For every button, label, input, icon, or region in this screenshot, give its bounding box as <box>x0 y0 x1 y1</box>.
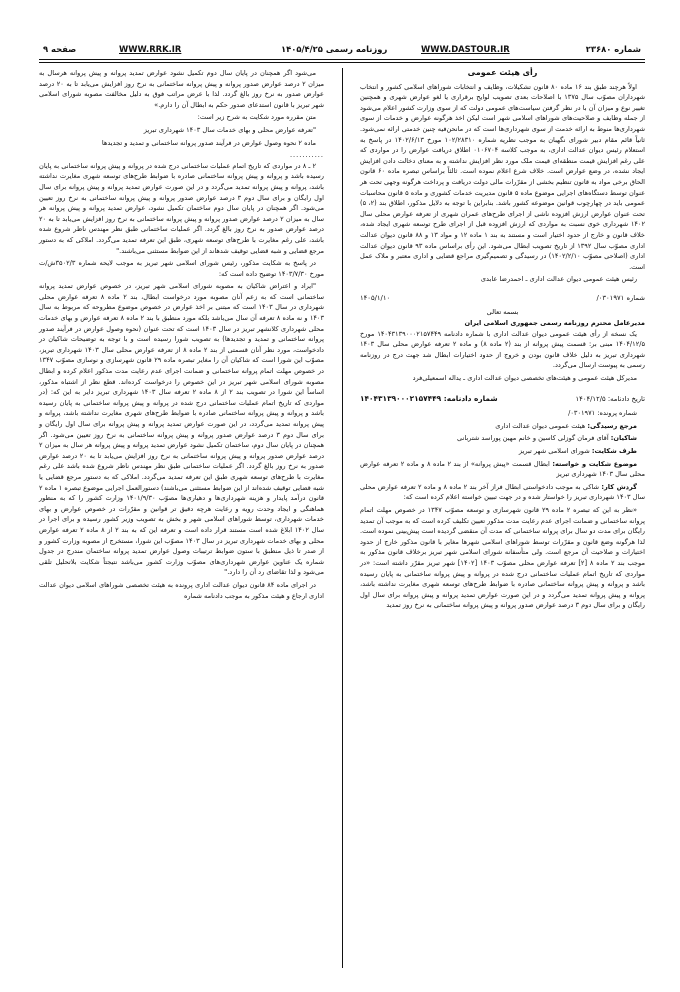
response-intro: در پاسخ به شکایت مذکور، رئیس شورای اسلامی شهر تبریز به موجب لایحه شماره ۳۵۰۲/۳ش/ت مورخ ۱۴۰۳/۷/۳۰ توضیح داده است که: <box>39 259 324 278</box>
continued-paragraph: می‌شود اگر همچنان در پایان سال دوم تکمیل نشود عوارض تمدید پروانه و پیش پروانه هرسال به میزان ۲ درصد عوارض صدور پروانه و پیش پروانه ساختمانی به نرخ روز افزایش می‌یابد تا به ۲۰ درصد عوارض صدور به نرخ روز بالغ گردد. لذا با عرض مراتب فوق به دلیل مخالفت مصوبه شورای اسلامی شهر تبریز با قانون استدعای صدور حکم به ابطال آن را دارم.» <box>39 69 325 109</box>
plaintiff: آقای فرمان گوزلی کاسین و خانم مهین پوراسد شتربانی <box>457 434 609 443</box>
newspaper-page <box>39 38 645 968</box>
letter-number: شماره ۰۳۰۱۹۷۱/ <box>596 293 645 302</box>
ruling-number-block <box>360 394 498 405</box>
ellipsis: ........... <box>289 151 324 160</box>
ruling-date: تاریخ دادنامه: ۱۴۰۴/۱۲/۵ <box>575 394 645 403</box>
authority-line <box>360 421 645 432</box>
authority: هیئت عمومی دیوان عدالت اداری <box>495 421 586 430</box>
salutation: بسمه تعالی <box>486 308 519 317</box>
paper-date: روزنامه رسمی ۱۴۰۵/۴/۲۵ <box>281 44 388 54</box>
plaintiff-label: شاکیان: <box>610 434 637 443</box>
letter-number-line <box>360 293 645 304</box>
case-number: شماره پرونده: ۰۳۰۱۹۷۱/ <box>568 409 637 418</box>
subject-line <box>360 459 645 480</box>
report-line <box>360 482 645 503</box>
subject-label: موضوع شکایت و خواسته: <box>552 459 638 468</box>
columns <box>39 68 645 968</box>
quote-paragraph: «نظر به این که تبصره ۲ ماده ۲۹ قانون شهرسازی و توسعه مصوّب ۱۳۴۷ در خصوص مهلت اتمام پروانه ساختمانی و ضمانت اجرای عدم رعایت مدت مذکور تعیین تکلیف کرده است که به موجب آن تمدید رایگان برای مدت دو سال برای پروانه ساختمانی که مدت آن منقضی گردیده است پیش‌بینی نموده است. لذا هرگونه وضع قانون و مقرّرات توسط شوراهای اسلامی شهرها مغایر با قانون مذکور خارج از حدود اختیارات و صلاحیت آن مرجع است. ولی متأسفانه شورای اسلامی شهر تبریز برخلاف قانون مذکور به موجب بند ۲ ماده ۸ [۲] تعرفه عوارض محلی مصوّب ۱۴۰۳ [۱۴۰۲] شهر تبریز مقرّر داشته است: «در مواردی که تاریخ اتمام عملیات ساختمانی درج شده در پروانه و پیش پروانه ساختمانی به پایان رسیده باشد و پروانه و پیش پروانه ساختمانی صادره با ضوابط طرح‌های توسعه شهری مغایرت نداشته باشد، پروانه و پیش پروانه تمدید می‌گردد و در این صورت عوارض تمدید پروانه و پیش پروانه برای سال اول رایگان و برای سال دوم ۳ درصد عوارض صدور پروانه و پیش پروانه ساختمانی به نرخ روز تمدید <box>360 505 645 610</box>
page-header <box>39 38 645 62</box>
rrk-link[interactable]: WWW.RRK.IR <box>119 44 182 54</box>
defendant: شورای اسلامی شهر تبریز <box>518 447 590 455</box>
section-title: رأی هیئت عمومی <box>467 68 538 77</box>
column-divider <box>342 68 343 968</box>
text-article: ماده ۲ نحوه وصول عوارض در فرآیند صدور پروانه ساختمانی و تمدید و تجدیدها <box>101 138 316 147</box>
ruling-paragraph: اولاً هرچند طبق بند ۱۶ ماده ۸۰ قانون تشکیلات، وظایف و انتخابات شوراهای اسلامی کشور و انتخاب شهرداران مصوّب سال ۱۳۷۵ با اصلاحات بعدی تصویب لوایح برقراری یا لغو عوارض شهری و همچنین تغییر نوع و میزان آن با در نظر گرفتن سیاست‌های عمومی دولت که از سوی وزارت کشور اعلام می‌شود از جمله وظایف و صلاحیت‌های شوراهای اسلامی شهر است لیکن اخذ هرگونه عوارض و خدمات از سوی شهرداری‌ها منوط به ارائه خدمت از سوی شهرداری‌ها است که در مانحن‌فیه چنین خدمتی ارائه نمی‌شود. ثانیاً قائم مقام دبیر شورای نگهبان به موجب نظریه شماره ۱۰۲/۲۸۳۱۰ مورخ ۱۴۰۲/۶/۱۳ در پاسخ به استعلام رئیس دیوان عدالت اداری، به موجب کلاسه ۰۱۰۶۷۰۴ اطلاق دریافت عوارض را در مواردی که علی رغم افزایش قیمت منطقه‌ای قیمت ملک مورد نظر افزایش نداشته و به معنای دخالت دادن افزایش ایجاد نشده، در وضع عوارض است. خلاف شرع اعلام نموده است. ثالثاً براساس تبصره ماده ۶۰ قانون الحاق برخی مواد به قانون تنظیم بخشی از مقرّرات مالی دولت دریافت و پرداخت هرگونه وجهی تحت هر عنوان توسط دستگاه‌های اجرایی موضوع ماده ۵ قانون مدیریت خدمات کشوری و ماده ۵ قانون محاسبات عمومی باید در چهارچوب قوانین موضوعه کشور باشد. بنابراین با توجه به دلایل مذکور، اطلاق بند (۲، ۵) تحت عنوان عوارض ارزش افزوده ناشی از اجرای طرح‌های عمران شهری از تعرفه عوارض محلی سال ۱۴۰۲ شهرداری خوی نسبت به مواردی که ارزش افزوده قبل از اجرای طرح توسعه شهری ایجاد شده، خلاف قانون و خارج از حدود اختیار است و مستند به بند ۱ ماده ۱۲ و مواد ۱۳ و ۸۸ قانون دیوان عدالت اداری مصوّب سال ۱۳۹۲ از تاریخ تصویب ابطال می‌شود. این رأی براساس ماده ۹۳ قانون دیوان عدالت اداری (اصلاحی مصوّب ۱۴۰۲/۲/۱۰) در رسیدگی و تصمیم‌گیری مراجع قضایی و اداری معتبر و ملاک عمل است. <box>360 82 646 271</box>
text-intro: متن مقرره مورد شکایت به شرح زیر است: <box>197 113 316 122</box>
report: شاکی به موجب دادخواستی ابطال فراز آخر بند ۲ ماده ۸ و ماده ۲ تعرفه عوارض محلی سال ۱۴۰۳ شهرداری تبریز را خواستار شده و در جهت تبیین خواسته اعلام کرده است که: <box>360 482 645 502</box>
dastour-link[interactable]: WWW.DASTOUR.IR <box>421 44 510 54</box>
ruling-number-line <box>360 394 645 405</box>
defendant-line <box>360 446 645 457</box>
authority-label: مرجع رسیدگی: <box>587 421 637 430</box>
plaintiff-line <box>360 433 645 444</box>
referral-text: در اجرای ماده ۸۴ قانون دیوان عدالت اداری پرونده به هیئت تخصصی شوراهای اسلامی دیوان عدالت اداری ارجاع و هیئت مذکور به موجب دادنامه شماره <box>39 580 324 600</box>
ruling-number: ۱۴۰۴۳۱۳۹۰۰۰۲۱۵۷۴۴۹ <box>360 393 442 403</box>
header-rule <box>39 59 645 60</box>
ruling-number-label: شماره دادنامه: <box>443 393 498 403</box>
issue-number: شماره ۲۳۶۸۰ <box>585 44 641 54</box>
page-number: صفحه ۹ <box>43 44 77 54</box>
signature: رئیس هیئت عمومی دیوان عدالت اداری ـ احمدرضا عابدی <box>480 275 637 284</box>
header-rule-thin <box>39 62 645 63</box>
letter-signature: مدیرکل هیئت عمومی و هیئت‌های تخصصی دیوان عدالت اداری ـ یداله اسمعیلی‌فرد <box>412 374 637 383</box>
subject: ابطال قسمت «پیش پروانه» از بند ۲ ماده ۸ و ماده ۲ تعرفه عوارض محلی سال ۱۴۰۳ شهرداری تبریز <box>360 459 645 479</box>
report-label: گردش کار: <box>601 482 637 491</box>
defendant-label: طرف شکایت: <box>591 447 637 455</box>
right-column <box>360 68 645 613</box>
left-column <box>39 68 324 603</box>
response-text: "ایراد و اعتراض شاکیان به مصوبه شورای اسلامی شهر تبریز، در خصوص عوارض تمدید پروانه ساختمانی است که به زعم آنان مصوبه مورد درخواست ابطال، بند ۲ ماده ۸ تعرفه عوارض محلی شهرداری در سال ۱۴۰۳ است که مبتنی بر اخذ عوارض در خصوص موضوع مطروحه که مربوط به سال ۱۴۰۳ و نه ماده ۸ تعرفه آن سال می‌باشد بلکه مورد منطبق با بند ۲ ماده ۸ تعرفه عوارض و بهای خدمات محلی شهرداری کلانشهر تبریز در سال ۱۴۰۳ است که تحت عنوان (نحوه وصول عوارض در فرآیند صدور پروانه ساختمانی و تمدید و تجدیدها) به تصویب شورا رسیده است و با توجه به توضیحات شاکیان در دادخواست، مورد نظر آنان قسمتی از بند ۲ ماده ۸ از تعرفه عوارض محلی سال ۱۴۰۳ شهرداری تبریز، مصوّب این شورا است که شاکیان آن را مغایر تبصره ماده ۲۹ قانون شهرسازی و نوسازی مصوّب ۱۳۴۷ در خصوص مهلت اتمام پروانه ساختمانی و ضمانت اجرای عدم رعایت مدت مذکور اعلام کرده و ابطال مصوبه شورای اسلامی شهر تبریز در این خصوص را درخواست کرده‌اند. قطع نظر از اشتباه مذکور، اساساً این شورا در تصویب بند ۲ از ۸ ماده ۲ تعرفه سال ۱۴۰۳ شهرداری تبریز دایر به این که: (در مواردی که تاریخ اتمام عملیات ساختمانی درج شده در پروانه و پیش پروانه ساختمانی به پایان رسیده باشد و پروانه و پیش پروانه ساختمانی صادره با ضوابط طرح‌های شهری مغایرت نداشته باشد، پروانه و پیش پروانه تمدید می‌گردد، در این صورت عوارض تمدید پروانه و پیش پروانه برای سال اول رایگان و برای سال دوم ۳ درصد عوارض صدور پروانه و پیش پروانه ساختمانی به نرخ روز تعیین می‌شود. اگر همچنان در پایان سال دوم، ساختمان تکمیل نشود عوارض تمدید پروانه و پیش پروانه هر سال به میزان ۲ درصد عوارض صدور پروانه و پیش پروانه ساختمانی به نرخ روز افزایش می‌یابد تا به ۲۰ درصد عوارض صدور به نرخ روز بالغ گردد. اگر عملیات ساختمانی طبق نظر مهندس ناظر شروع شده باشد علی رغم مغایرت با طرح‌های توسعه شهری طبق این تعرفه تمدید می‌گردد. املاکی که به دستور مرجع قضایی یا شبه قضایی توقیف شده‌اند از این ضوابط مستثنی می‌باشند) دستورالعمل اجرایی موضوع تبصره ۱ ماده ۲ قانون درآمد پایدار و هزینه شهرداری‌ها و دهیاری‌ها مصوّب ۱۴۰۱/۹/۳۰ وزارت کشور را که به منظور هماهنگی و ایجاد وحدت رویه و رعایت هرچه دقیق تر قوانین و مقرّرات در خصوص عوارض و بهای خدمات شهرداری، توسط شوراهای اسلامی شهر و بخش به تصویب وزیر کشور رسیده و برای اجرا در سال ۱۴۰۲ ابلاغ شده است مستند قرار داده است و تعرفه این که به بند ۲ از ۸ ماده ۲ تعرفه عوارض محلی و بهای خدمات شهرداری تبریز در سال ۱۴۰۳ مصوّب این شورا، مستخرج از مصوبه وزارت کشور و از صدر تا ذیل منطبق با ستون ضوابط ترتیبات وصول عوارض تمدید پروانه ساختمان مندرج در جدول شماره یک عناوین عوارض شهرداری‌های مصوّب وزارت کشور می‌باشد نتیجتاً شکایت بلاتحلیل تلقی می‌شود و لذا تقاضای رد آن را دارد." <box>39 282 325 577</box>
addressee: مدیرعامل محترم روزنامه رسمی جمهوری اسلامی ایران <box>464 319 645 328</box>
letter-body: یک نسخه از رأی هیئت عمومی دیوان عدالت اداری با شماره دادنامه ۱۴۰۴۳۱۳۹۰۰۰۲۱۵۷۴۴۹ مورخ ۱۴۰۴/۱۲/۵ مبنی بر: قسمت پیش پروانه از بند (۲ ماده ۸) و ماده ۲ تعرفه عوارض محلی سال ۱۴۰۳ شهرداری تبریز به دلیل خلاف قانون بودن و خروج از حدود اختیارات ابطال شد جهت درج در روزنامه رسمی به پیوست ارسال می‌گردد. <box>360 329 645 370</box>
text-heading: "تعرفه عوارض محلی و بهای خدمات سال ۱۴۰۳ شهرداری تبریز <box>143 125 316 134</box>
letter-date: ۱۴۰۵/۱/۱۰ <box>360 293 391 302</box>
article-text: ۲ ـ ۸ در مواردی که تاریخ اتمام عملیات ساختمانی درج شده در پروانه و پیش پروانه ساختمانی به پایان رسیده باشد و پروانه و پیش پروانه ساختمانی صادره با ضوابط طرح‌های توسعه شهری مغایرت نداشته باشد، پروانه و پیش پروانه تمدید می‌گردد و در این صورت عوارض تمدید پروانه و پیش پروانه برای سال اول رایگان و برای سال دوم ۳ درصد عوارض صدور پروانه و پیش پروانه ساختمانی به نرخ روز تعیین می‌شود. اگر همچنان در پایان سال دوم ساختمان تکمیل نشود، عوارض تمدید پروانه و پیش پروانه هر سال به میزان ۲ درصد عوارض صدور پروانه و پیش پروانه ساختمانی به نرخ روز افزایش می‌یابد تا به ۲۰ درصد عوارض صدور به نرخ روز بالغ گردد. اگر عملیات ساختمانی طبق نظر مهندس ناظر شروع شده باشد، علی رغم مغایرت با طرح‌های توسعه شهری، طبق این تعرفه تمدید می‌گردد. املاکی که به دستور مرجع قضایی و شبه قضایی توقیف شدهاند از این ضوابط مستثنی می‌باشند." <box>39 161 325 255</box>
